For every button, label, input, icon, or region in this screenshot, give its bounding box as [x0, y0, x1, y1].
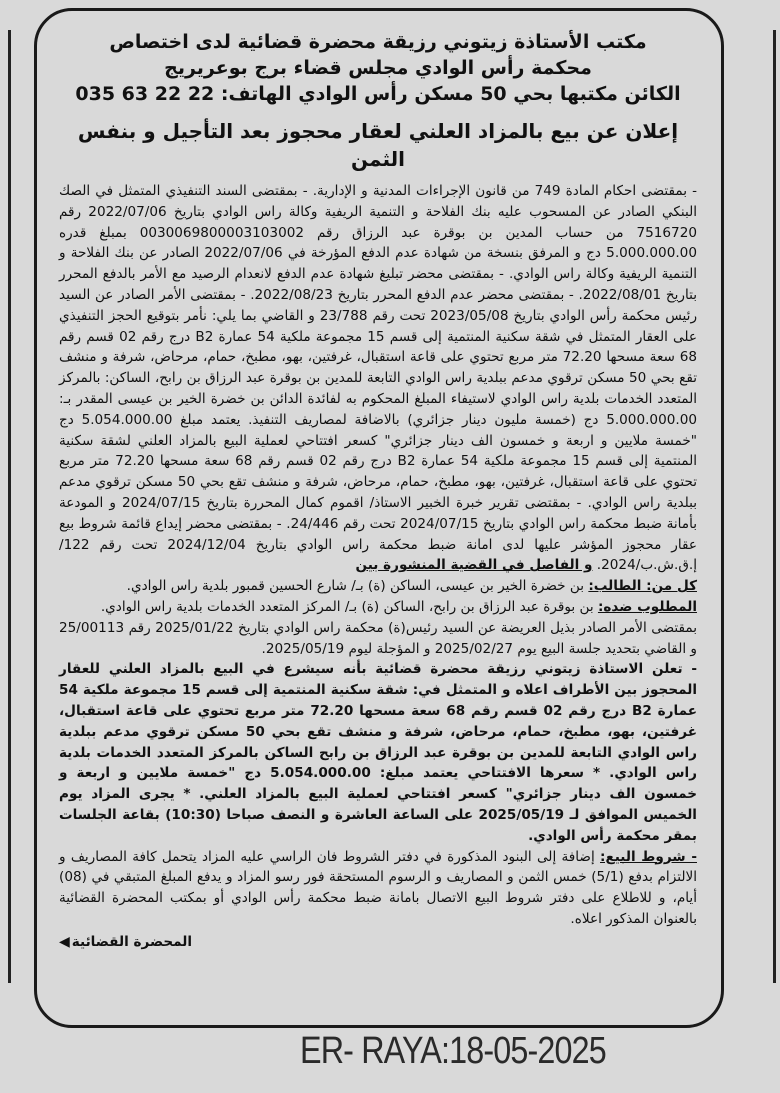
notice-body — [59, 181, 697, 952]
paragraph-respondent — [59, 597, 697, 618]
notice-frame — [34, 8, 724, 1028]
header-line-2: محكمة رأس الوادي مجلس قضاء برج بوعريريج — [164, 57, 592, 79]
respondent-text: بن بوقرة عبد الرزاق بن رابح، الساكن (ة) بـ/ المركز المتعدد الخدمات بلدية راس الوادي. — [100, 598, 594, 615]
page-edge-left — [8, 30, 11, 983]
legal-basis-text: - بمقتضى احكام المادة 749 من قانون الإجراءات المدنية و الإدارية. - بمقتضى السند التنفيذي المتمثل في الصك البنكي الصادر عن المسحوب عليه بنك الفلاحة و التنمية الريفية وكالة راس الوادي بتاريخ 2022/07/06 رقم 7516720 من حساب المدين بن بوقرة عبد الرزاق رقم 0030069800003103002 بمبلغ قدره 5.000.000.00 دج و المرفق بنسخة من شهادة عدم الدفع المؤرخة في 2022/07/06 الصادر عن بنك الفلاحة و التنمية الريفية وكالة راس الوادي. - بمقتضى محضر تبليغ شهادة عدم الدفع لانعدام الرصيد مع الأمر بالدفع المحرر بتاريخ 2022/08/01. - بمقتضى محضر عدم الدفع المحرر بتاريخ 2022/08/23. - بمقتضى الأمر الصادر عن السيد رئيس محكمة رأس الوادي بتاريخ 2023/05/08 تحت رقم 23/788 و القاضي بما يلي: نأمر بتوقيع الحجز التنفيذي على العقار المتمثل في شقة سكنية المنتمية إلى قسم 15 مجموعة ملكية 54 عمارة B2 درج رقم 02 قسم رقم 68 سعة مسحها 72.20 متر مربع تحتوي على قاعة استقبال، غرفتين، بهو، مطبخ، حمام، مرحاض، شرفة و منشف تقع بحي 50 مسكن ترقوي مدعم ببلدية راس الوادي التابعة للمدين بن بوقرة عبد الرزاق بن رابح، الساكن: بالمركز المتعدد الخدمات بلدية راس الوادي لاستيفاء المبلغ المحكوم به لفائدة الدائن بن خضرة الخير بن عيسى المقدر بـ: 5.000.000.00 دج (خمسة مليون دينار جزائري) بالاضافة لمصاريف التنفيذ. يعتمد مبلغ 5.054.000.00 دج "خمسة ملايين و اربعة و خمسون الف دينار جزائري" كسعر افتتاحي لعملية البيع بالمزاد العلني لشقة سكنية المنتمية إلى قسم 15 مجموعة ملكية 54 عمارة B2 درج رقم 02 قسم رقم 68 سعة مسحها 72.20 متر مربع تحتوي على قاعة استقبال، غرفتين، بهو، مطبخ، حمام، مرحاض، شرفة و منشف تقع بحي 50 مسكن ترقوي مدعم ببلدية راس الوادي. - بمقتضى تقرير خبرة الخبير الاستاذ/ اقموم كمال المحررة بتاريخ 2024/07/15 و المودعة بأمانة ضبط محكمة راس الوادي بتاريخ 2024/07/15 تحت رقم 24/446. - بمقتضى محضر إيداع قائمة شروط بيع عقار محجوز المؤشر عليها لدى امانة ضبط محكمة راس الوادي بتاريخ 2024/12/04 تحت رقم 122/إ.ق.ش.ب/2024. — [59, 183, 698, 574]
header-line-1: مكتب الأستاذة زيتوني رزيقة محضرة قضائية لدى اختصاص — [109, 31, 647, 53]
paragraph-auction-announcement: - تعلن الاستاذة زيتوني رزيقة محضرة قضائية بأنه سيشرع في البيع بالمزاد العلني للعقار المحجوز بين الأطراف اعلاه و المتمثل في: شقة سكنية المنتمية إلى قسم 15 مجموعة ملكية 54 عمارة B2 درج رقم 02 قسم رقم 68 سعة مسحها 72.20 متر مربع تحتوي على قاعة استقبال، غرفتين، بهو، مطبخ، حمام، مرحاض، شرفة و منشف تقع بحي 50 مسكن ترقوي مدعم ببلدية راس الوادي التابعة للمدين بن بوقرة عبد الرزاق بن رابح الساكن بالمركز المتعدد الخدمات بلدية راس الوادي. * سعرها الافتتاحي يعتمد مبلغ: 5.054.000.00 دج "خمسة ملايين و اربعة و خمسون الف دينار جزائري" كسعر افتتاحي لعملية البيع بالمزاد العلني. * يجرى المزاد يوم الخميس الموافق لـ 2025/05/19 على الساعة العاشرة و النصف صباحا (10:30) بقاعة الجلسات بمقر محكمة رأس الوادي. — [59, 661, 698, 844]
pointer-arrow-icon: ◀ — [59, 933, 70, 950]
sale-conditions-label: - شروط البيع: — [600, 848, 697, 865]
page-edge-right — [773, 30, 776, 983]
signature: المحضرة القضائية — [71, 933, 193, 950]
paragraph-petitioner — [59, 576, 697, 597]
respondent-label: المطلوب ضده: — [597, 598, 697, 615]
case-intro: و الفاصل في القضية المنشورة بين — [355, 557, 593, 574]
petitioner-text: بن خضرة الخير بن عيسى، الساكن (ة) بـ/ شارع الحسين قمبور بلدية راس الوادي. — [126, 578, 585, 595]
sale-conditions-text: إضافة إلى البنود المذكورة في دفتر الشروط فان الراسي عليه المزاد يتحمل كافة المصاريف و الالتزام بدفع (5/1) خمس الثمن و المصاريف و الرسوم المستحقة فور رسو المزاد و يدفع المبلغ المتبقي في (08) أيام، و للاطلاع على دفتر شروط البيع الاتصال بامانة ضبط محكمة رأس الوادي أو بمكتب المحضرة القضائية بالعنوان المذكور اعلاه. — [59, 848, 697, 927]
newspaper-footer: ER- RAYA:18-05-2025 — [300, 1030, 606, 1072]
petitioner-label: كل من: الطالب: — [588, 578, 697, 595]
paragraph-legal-basis — [59, 181, 697, 576]
header-line-3: الكائن مكتبها بحي 50 مسكن رأس الوادي الهاتف: 22 22 63 035 — [75, 83, 681, 105]
notice-title: إعلان عن بيع بالمزاد العلني لعقار محجوز بعد التأجيل و بنفس الثمن — [77, 119, 679, 171]
signature-row — [59, 932, 697, 953]
paragraph-order: بمقتضى الأمر الصادر بذيل العريضة عن السيد رئيس(ة) محكمة راس الوادي بتاريخ 2025/01/22 رقم 25/00113 و القاضي بتحديد جلسة البيع يوم 2025/02/27 و المؤجلة ليوم 2025/05/19. — [59, 619, 697, 657]
paragraph-sale-conditions — [59, 847, 697, 930]
